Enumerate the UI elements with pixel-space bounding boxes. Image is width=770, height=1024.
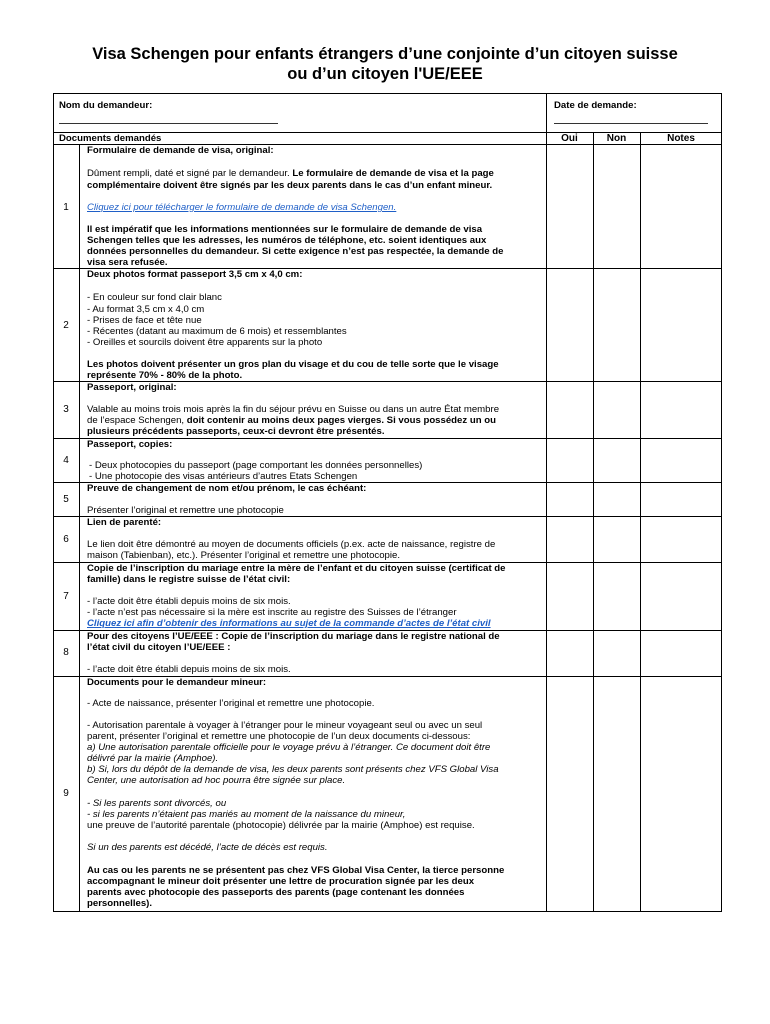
row-text: Dûment rempli, daté et signé par le demandeur. Le formulaire de demande de visa et la page (87, 168, 494, 179)
row-text: - Si les parents sont divorcés, ou (87, 798, 227, 809)
row-title: Pour des citoyens l’UE/EEE : Copie de l’inscription du mariage dans le registre national de (87, 631, 500, 642)
row-number: 9 (63, 788, 69, 799)
row-text: maison (Tabienban), etc.). Présenter l’original et remettre une photocopie. (87, 550, 401, 561)
row-title: famille) dans le registre suisse de l’état civil: (87, 574, 291, 585)
row-title: Passeport, copies: (87, 439, 173, 450)
visa-form-download-link[interactable]: Cliquez ici pour télécharger le formulaire de demande de visa Schengen. (87, 202, 397, 213)
row-title: Passeport, original: (87, 382, 177, 393)
row-text: Le lien doit être démontré au moyen de documents officiels (p.ex. acte de naissance, registre de (87, 539, 496, 550)
date-field[interactable] (554, 123, 708, 124)
row-text: a) Une autorisation parentale officielle pour le voyage prévu à l’étranger. Ce document doit être (87, 742, 491, 753)
checklist-table (53, 93, 722, 912)
row-text: Au cas ou les parents ne se présentent pas chez VFS Global Visa Center, la tierce personne (87, 865, 505, 876)
applicant-label: Nom du demandeur: (59, 100, 153, 111)
row-text: - si les parents n’étaient pas mariés au moment de la naissance du mineur, (87, 809, 406, 820)
col-oui: Oui (561, 133, 578, 144)
col-notes: Notes (667, 133, 695, 144)
row-list-item: - Récentes (datant au maximum de 6 mois) et ressemblantes (87, 326, 347, 337)
applicant-name-field[interactable] (59, 123, 278, 124)
divider-docs-oui (546, 93, 547, 912)
row-text: une preuve de l’autorité parentale (photocopie) délivrée par la mairie (Amphoe) est requise. (87, 820, 475, 831)
row-number: 8 (63, 647, 69, 658)
row-number: 2 (63, 320, 69, 331)
row-list-item: - Au format 3,5 cm x 4,0 cm (87, 304, 205, 315)
row-text: Les photos doivent présenter un gros plan du visage et du cou de telle sorte que le visage (87, 359, 499, 370)
row-text: délivré par la mairie (Amphoe). (87, 753, 219, 764)
row-title: l’état civil du citoyen l’UE/EEE : (87, 642, 231, 653)
row-text: accompagnant le mineur doit présenter une lettre de procuration signée par les deux (87, 876, 475, 887)
row-list-item: - l’acte n’est pas nécessaire si la mère est inscrite au registre des Suisses de l’étranger (87, 607, 457, 618)
row-text: Présenter l’original et remettre une photocopie (87, 505, 284, 516)
row-number: 5 (63, 494, 69, 505)
row-list-item: - En couleur sur fond clair blanc (87, 292, 222, 303)
row-list-item: - Acte de naissance, présenter l’original et remettre une photocopie. (87, 698, 375, 709)
row-title: Copie de l’inscription du mariage entre la mère de l’enfant et du citoyen suisse (certificat de (87, 563, 506, 574)
row-title: Lien de parenté: (87, 517, 162, 528)
row-text: Center, une autorisation ad hoc pourra être signée sur place. (87, 775, 346, 786)
row-text: parents avec photocopie des passeports des parents (page contenant les données (87, 887, 465, 898)
row-number: 7 (63, 591, 69, 602)
row-warning: Schengen telles que les adresses, les numéros de téléphone, etc. soient identiques aux (87, 235, 487, 246)
row-text: Valable au moins trois mois après la fin du séjour prévu en Suisse ou dans un autre État membre (87, 404, 500, 415)
row-number: 3 (63, 404, 69, 415)
row-text: complémentaire doivent être signés par les deux parents dans le cas d’un enfant mineur. (87, 180, 493, 191)
row-list-item: - Prises de face et tête nue (87, 315, 202, 326)
row-warning: données personnelles du demandeur. Si cette exigence n’est pas respectée, la demande de (87, 246, 504, 257)
row-text: personnelles). (87, 898, 153, 909)
date-label: Date de demande: (554, 100, 637, 111)
row-list-item: - l’acte doit être établi depuis moins de six mois. (87, 596, 291, 607)
row-title: Formulaire de demande de visa, original: (87, 145, 274, 156)
row-text: représente 70% - 80% de la photo. (87, 370, 243, 381)
row-text: parent, présenter l’original et remettre une photocopie de l’un deux documents ci-dessous: (87, 731, 471, 742)
title-line-1: Visa Schengen pour enfants étrangers d’une conjointe d’un citoyen suisse (92, 45, 678, 63)
row-list-item: - Une photocopie des visas antérieurs d’autres Etats Schengen (89, 471, 358, 482)
row-title: Preuve de changement de nom et/ou prénom, le cas échéant: (87, 483, 367, 494)
row-list-item: - Oreilles et sourcils doivent être apparents sur la photo (87, 337, 323, 348)
row-list-item: - l’acte doit être établi depuis moins de six mois. (87, 664, 291, 675)
row-title: Deux photos format passeport 3,5 cm x 4,0 cm: (87, 269, 303, 280)
title-line-2: ou d’un citoyen l'UE/EEE (287, 65, 483, 83)
civil-status-info-link[interactable]: Cliquez ici afin d’obtenir des informations au sujet de la commande d’actes de l’état civil (87, 618, 491, 629)
col-documents: Documents demandés (59, 133, 162, 144)
row-number: 6 (63, 534, 69, 545)
page-title (40, 44, 730, 84)
row-text: - Autorisation parentale à voyager à l’étranger pour le mineur voyageant seul ou avec un seul (87, 720, 483, 731)
row-text: de l’espace Schengen, doit contenir au moins deux pages vierges. Si vous possédez un ou (87, 415, 496, 426)
divider-non-notes (640, 133, 641, 912)
row-number: 1 (63, 202, 69, 213)
row-title: Documents pour le demandeur mineur: (87, 677, 267, 688)
row-number: 4 (63, 455, 69, 466)
col-non: Non (606, 133, 627, 144)
divider-num-col (79, 144, 80, 912)
row-warning: visa sera refusée. (87, 257, 168, 268)
row-text: Si un des parents est décédé, l’acte de décès est requis. (87, 842, 328, 853)
divider-oui-non (593, 133, 594, 912)
row-text: plusieurs précédents passeports, ceux-ci devront être présentés. (87, 426, 385, 437)
row-warning: Il est impératif que les informations mentionnées sur le formulaire de demande de visa (87, 224, 483, 235)
row-list-item: - Deux photocopies du passeport (page comportant les données personnelles) (89, 460, 423, 471)
row-text: b) Si, lors du dépôt de la demande de visa, les deux parents sont présents chez VFS Global Visa (87, 764, 499, 775)
